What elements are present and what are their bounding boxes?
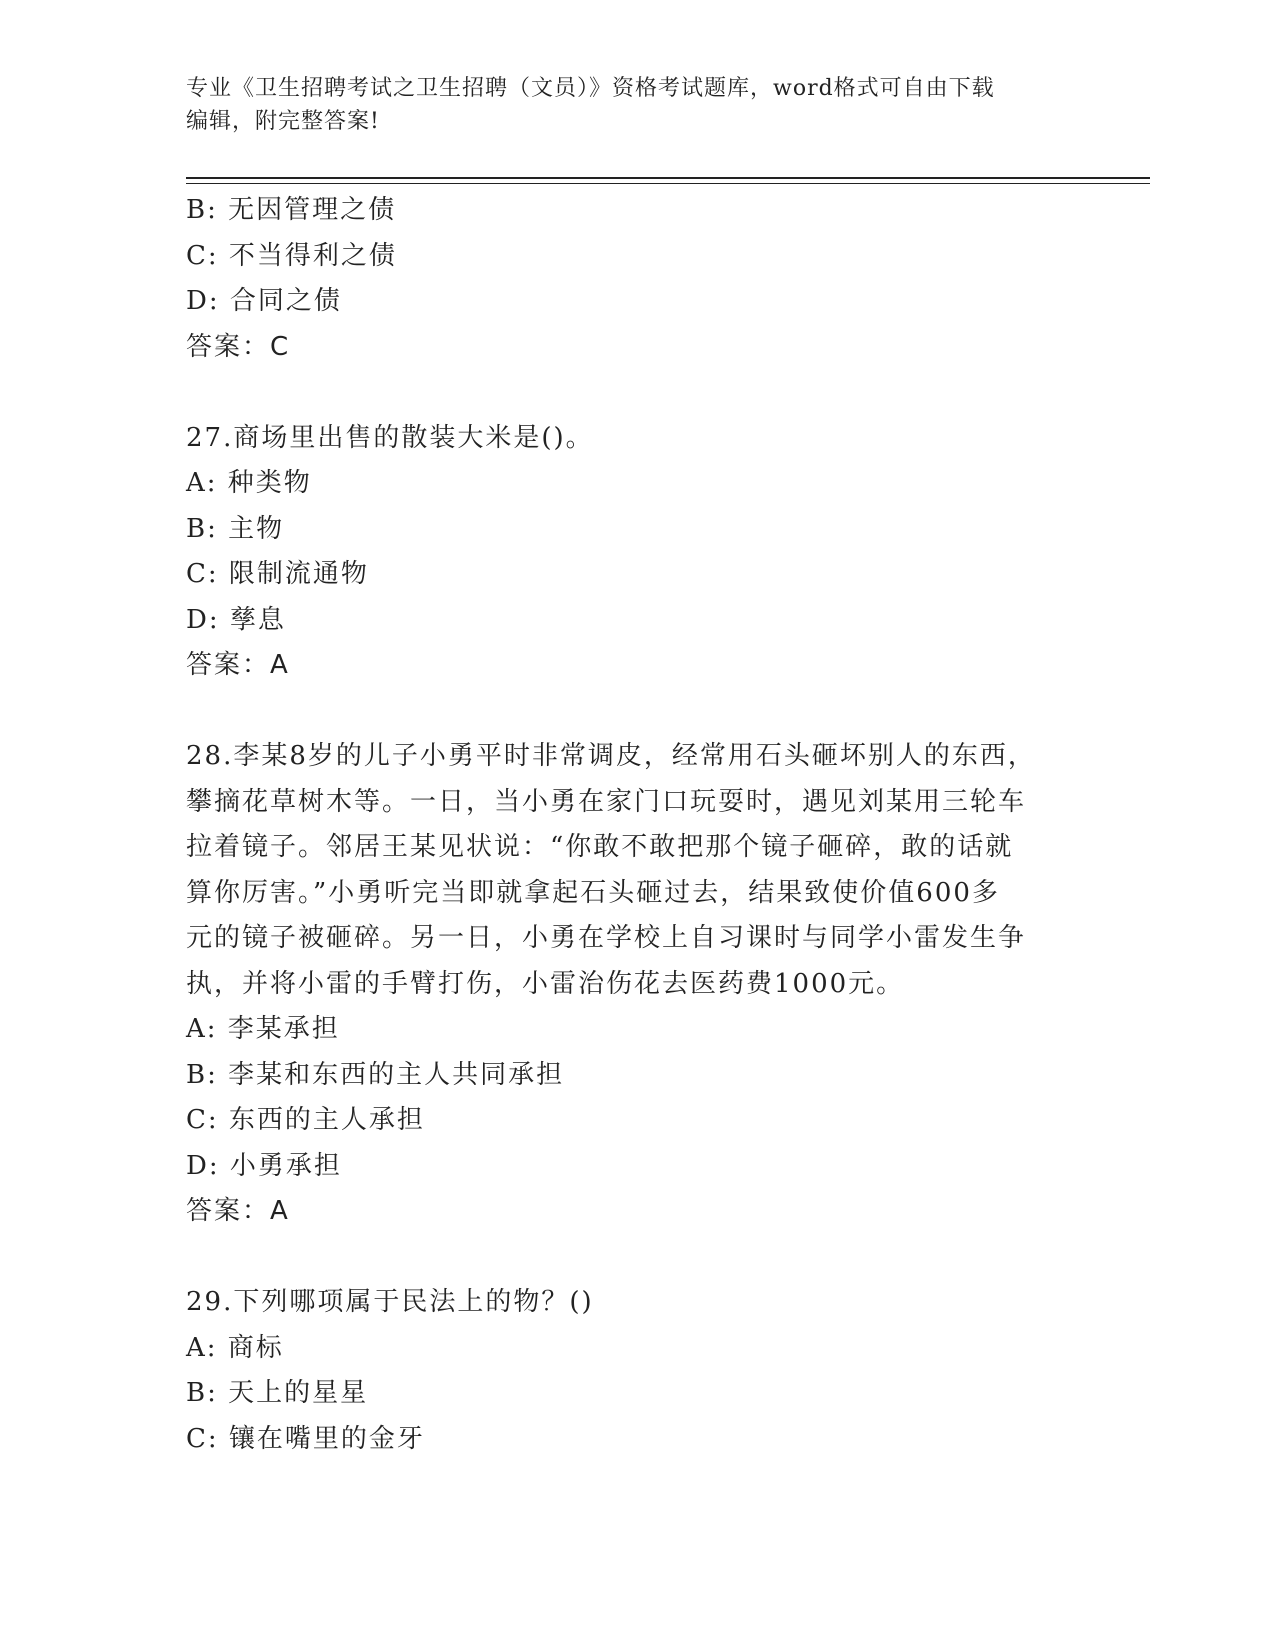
option-c: C: 镶在嘴里的金牙 xyxy=(186,1423,425,1454)
question-stem-line-2: 攀摘花草树木等。一日，当小勇在家门口玩耍时，遇见刘某用三轮车 xyxy=(186,786,1027,817)
question-27 xyxy=(186,416,1066,689)
question-stem-line-6: 执，并将小雷的手臂打伤，小雷治伤花去医药费1000元。 xyxy=(186,968,905,999)
option-b: B: 李某和东西的主人共同承担 xyxy=(186,1059,565,1090)
answer-line: 答案：A xyxy=(186,1196,290,1226)
question-stem: 27.商场里出售的散装大米是()。 xyxy=(186,422,594,453)
option-b: B: 主物 xyxy=(186,513,285,544)
spacer xyxy=(186,689,1066,735)
header-divider-thick xyxy=(186,177,1150,179)
option-a: A: 种类物 xyxy=(186,468,312,498)
spacer xyxy=(186,1235,1066,1281)
answer-line: 答案：A xyxy=(186,650,290,680)
option-c: C: 限制流通物 xyxy=(186,559,369,589)
question-list xyxy=(186,188,1066,1462)
question-stem-line-3: 拉着镜子。邻居王某见状说：“你敢不敢把那个镜子砸碎，敢的话就 xyxy=(186,832,1014,862)
header-divider-thin xyxy=(186,183,1150,184)
question-stem-line-1: 28.李某8岁的儿子小勇平时非常调皮，经常用石头砸坏别人的东西， xyxy=(186,741,1036,771)
option-b: B: 无因管理之债 xyxy=(186,195,397,225)
option-c: C: 东西的主人承担 xyxy=(186,1105,425,1135)
option-a: A: 商标 xyxy=(186,1332,284,1363)
option-d: D: 孳息 xyxy=(186,604,286,635)
question-26-tail xyxy=(186,188,1066,370)
question-28 xyxy=(186,734,1066,1235)
question-29 xyxy=(186,1280,1066,1462)
document-header xyxy=(186,72,1066,138)
option-c: C: 不当得利之债 xyxy=(186,240,397,271)
option-b: B: 天上的星星 xyxy=(186,1378,369,1408)
header-title-line-1: 专业《卫生招聘考试之卫生招聘（文员）》资格考试题库，word格式可自由下载 xyxy=(186,76,995,101)
option-a: A: 李某承担 xyxy=(186,1014,340,1044)
answer-line: 答案：C xyxy=(186,331,291,362)
header-title-line-2: 编辑，附完整答案! xyxy=(186,109,380,134)
question-stem-line-5: 元的镜子被砸碎。另一日，小勇在学校上自习课时与同学小雷发生争 xyxy=(186,923,1027,953)
spacer xyxy=(186,370,1066,416)
option-d: D: 小勇承担 xyxy=(186,1150,342,1181)
question-stem-line-4: 算你厉害。”小勇听完当即就拿起石头砸过去，结果致使价值600多 xyxy=(186,877,1000,908)
option-d: D: 合同之债 xyxy=(186,286,342,316)
question-stem: 29.下列哪项属于民法上的物？() xyxy=(186,1287,594,1317)
